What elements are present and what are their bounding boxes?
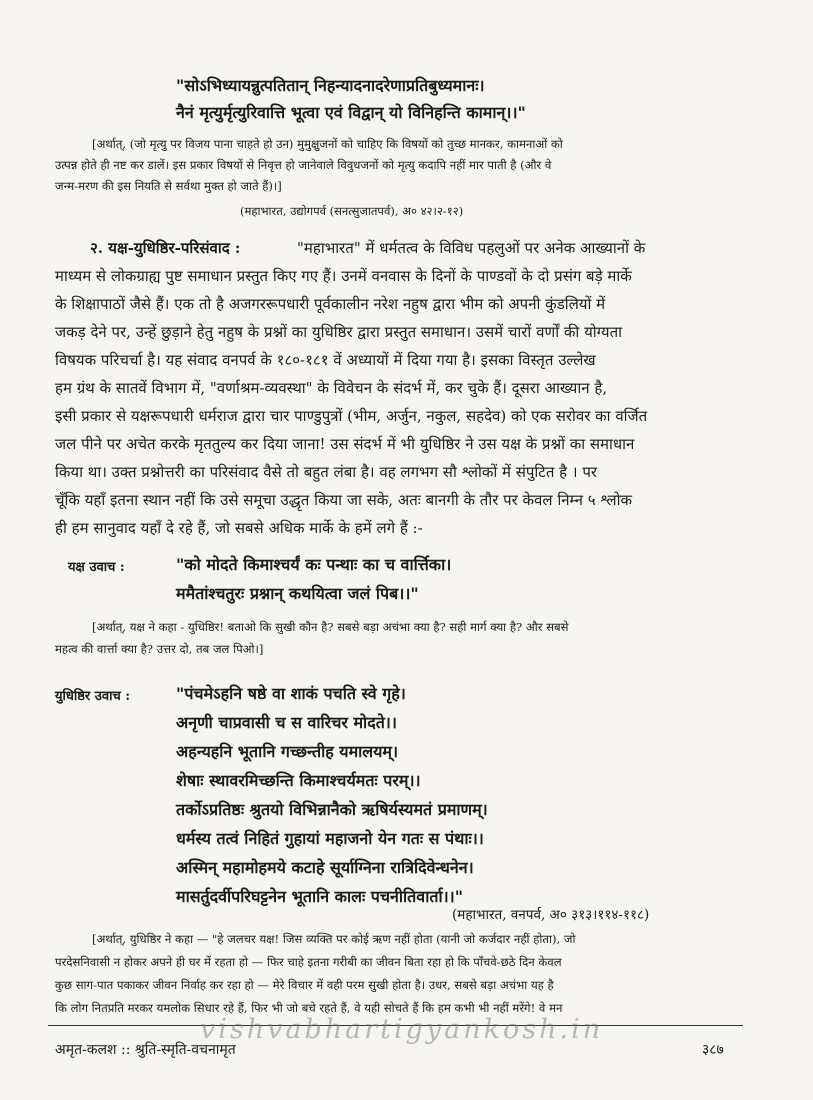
paragraph-line: "महाभारत" में धर्मतत्व के विविध पहलुओं पर अनेक आख्यानों के bbox=[297, 239, 646, 257]
final-note-line-4: कि लोग नितप्रति मरकर यमलोक सिधार रहे हैं, फिर भी जो बचे रहते हैं, वे यही सोचते हैं कि हम कभी भी नहीं मरेंगे! वे मन bbox=[55, 1001, 563, 1015]
paragraph-line: चूँकि यहाँ इतना स्थान नहीं कि उसे समूचा उद्धृत किया जा सके, अतः बानगी के तौर पर केवल निम्न ५ श्लोक bbox=[55, 491, 633, 509]
final-note-line-1: [अर्थात्, युधिष्ठिर ने कहा — "हे जलचर यक्ष! जिस व्यक्ति पर कोई ऋण नहीं होता (यानी जो कर्जदार नहीं होता), जो bbox=[92, 932, 576, 946]
section-heading: २. यक्ष-युधिष्ठिर-परिसंवाद : bbox=[90, 239, 241, 257]
yudhishthira-verse-line: अनृणी चाप्रवासी च स वारिचर मोदते।। bbox=[176, 713, 397, 732]
yaksha-label: यक्ष उवाच : bbox=[68, 560, 125, 575]
yaksha-verse-line-2: ममैतांश्चतुरः प्रश्नान् कथयित्वा जलं पिब।।" bbox=[176, 584, 419, 603]
final-note-line-3: कुछ साग-पात पकाकर जीवन निर्वाह कर रहा हो — मेरे विचार में वही परम सुखी होता है। उधर, सबसे बड़ा अचंभा यह है bbox=[55, 978, 554, 992]
yudhishthira-source: (महाभारत, वनपर्व, अ० ३१३।११४-११८) bbox=[452, 907, 650, 923]
yudhishthira-verse-line: तर्कोऽप्रतिष्ठः श्रुतयो विभिन्नानैको ऋषिर्यस्यमतं प्रमाणम्। bbox=[176, 800, 488, 819]
footer-title: अमृत-कलश :: श्रुति-स्मृति-वचनामृत bbox=[55, 1042, 236, 1058]
top-note-source: (महाभारत, उद्योगपर्व (सनत्सुजातपर्व), अ० ४२।२-१२) bbox=[240, 204, 464, 218]
top-note-line-1: [अर्थात्, (जो मृत्यु पर विजय पाना चाहते हो उन) मुमुक्षुजनों को चाहिए कि विषयों को तुच्छ मानकर, कामनाओं को bbox=[92, 137, 563, 151]
yaksha-verse-line-1: "को मोदते किमाश्चर्यं कः पन्थाः का च वार्त्तिका। bbox=[176, 555, 452, 574]
paragraph-line: विषयक परिचर्चा है। यह संवाद वनपर्व के १८०-१८१ वें अध्यायों में दिया गया है। इसका विस्तृत उल्लेख bbox=[55, 351, 596, 369]
yudhishthira-verse-line: शेषाः स्थावरमिच्छन्ति किमाश्चर्यमतः परम्।। bbox=[176, 771, 421, 790]
paragraph-line: के शिक्षापाठों जैसे हैं। एक तो है अजगररूपधारी पूर्वकालीन नरेश नहुष द्वारा भीम को अपनी कुंडलियों में bbox=[55, 295, 606, 313]
watermark: vishvabhartigyankosh.in bbox=[200, 1014, 604, 1045]
top-verse-line-2: नैनं मृत्युर्मृत्युरिवात्ति भूत्वा एवं विद्वान् यो विनिहन्ति कामान्।।" bbox=[176, 103, 526, 122]
top-note-line-3: जन्म-मरण की इस नियति से सर्वथा मुक्त हो जाते हैं)।] bbox=[55, 179, 282, 193]
paragraph-line: हम ग्रंथ के सातवें विभाग में, "वर्णाश्रम-व्यवस्था" के विवेचन के संदर्भ में, कर चुके हैं। दूसरा आख्यान है, bbox=[55, 379, 608, 397]
paragraph-line: जकड़ देने पर, उन्हें छुड़ाने हेतु नहुष के प्रश्नों का युधिष्ठिर द्वारा प्रस्तुत समाधान। उसमें चारों वर्णों की योग्यता bbox=[55, 323, 623, 341]
paragraph-line: माध्यम से लोकग्राह्य पुष्ट समाधान प्रस्तुत किए गए हैं। उनमें वनवास के दिनों के पाण्डवों के दो प्रसंग बड़े मार्के bbox=[55, 267, 632, 285]
top-note-line-2: उत्पन्न होते ही नष्ट कर डालें। इस प्रकार विषयों से निवृत्त हो जानेवाले विवुधजनों को मृत्यु कदापि नहीं मार पाती है (और वे bbox=[55, 158, 552, 172]
yaksha-note-line-2: महत्व की वार्त्ता क्या है? उत्तर दो, तब जल पिओ।] bbox=[55, 642, 264, 656]
final-note-line-2: परदेसनिवासी न होकर अपने ही घर में रहता हो — फिर चाहे इतना गरीबी का जीवन बिता रहा हो कि पाँचवे-छठे दिन केवल bbox=[55, 955, 562, 969]
yudhishthira-verse-line: धर्मस्य तत्वं निहितं गुहायां महाजनो येन गतः स पंथाः।। bbox=[176, 829, 484, 848]
yudhishthira-verse-line: अहन्यहनि भूतानि गच्छन्तीह यमालयम्। bbox=[176, 742, 399, 761]
yudhishthira-label: युधिष्ठिर उवाच : bbox=[55, 689, 131, 704]
paragraph-line: ही हम सानुवाद यहाँ दे रहे हैं, जो सबसे अधिक मार्के के हमें लगे हैं :- bbox=[55, 519, 423, 537]
paragraph-line: जल पीने पर अचेत करके मृततुल्य कर दिया जाना! उस संदर्भ में भी युधिष्ठिर ने उस यक्ष के प्रश्नों का समाधान bbox=[55, 435, 635, 453]
paragraph-line: इसी प्रकार से यक्षरूपधारी धर्मराज द्वारा चार पाण्डुपुत्रों (भीम, अर्जुन, नकुल, सहदेव) को एक सरोवर का वर्जित bbox=[55, 407, 648, 425]
top-verse-line-1: "सोऽभिध्यायन्नुत्पतितान् निहन्यादनादरेणाप्रतिबुध्यमानः। bbox=[176, 76, 485, 95]
page-number: ३८७ bbox=[702, 1042, 724, 1058]
paragraph-line: किया था। उक्त प्रश्नोत्तरी का परिसंवाद वैसे तो बहुत लंबा है। वह लगभग सौ श्लोकों में संपुटित है । पर bbox=[55, 463, 598, 481]
yudhishthira-verse-line: "पंचमेऽहनि षष्ठे वा शाकं पचति स्वे गृहे। bbox=[176, 684, 406, 703]
yudhishthira-verse-line: मासर्तुदर्वीपरिघट्टनेन भूतानि कालः पचनीतिवार्ता।।" bbox=[176, 887, 464, 906]
yudhishthira-verse-line: अस्मिन् महामोहमये कटाहे सूर्याग्निना रात्रिदिवेन्धनेन। bbox=[176, 858, 474, 877]
yaksha-note-line-1: [अर्थात्, यक्ष ने कहा - युधिष्ठिर! बताओ कि सुखी कौन है? सबसे बड़ा अचंभा क्या है? सही मार्ग क्या है? और सबसे bbox=[92, 620, 569, 634]
